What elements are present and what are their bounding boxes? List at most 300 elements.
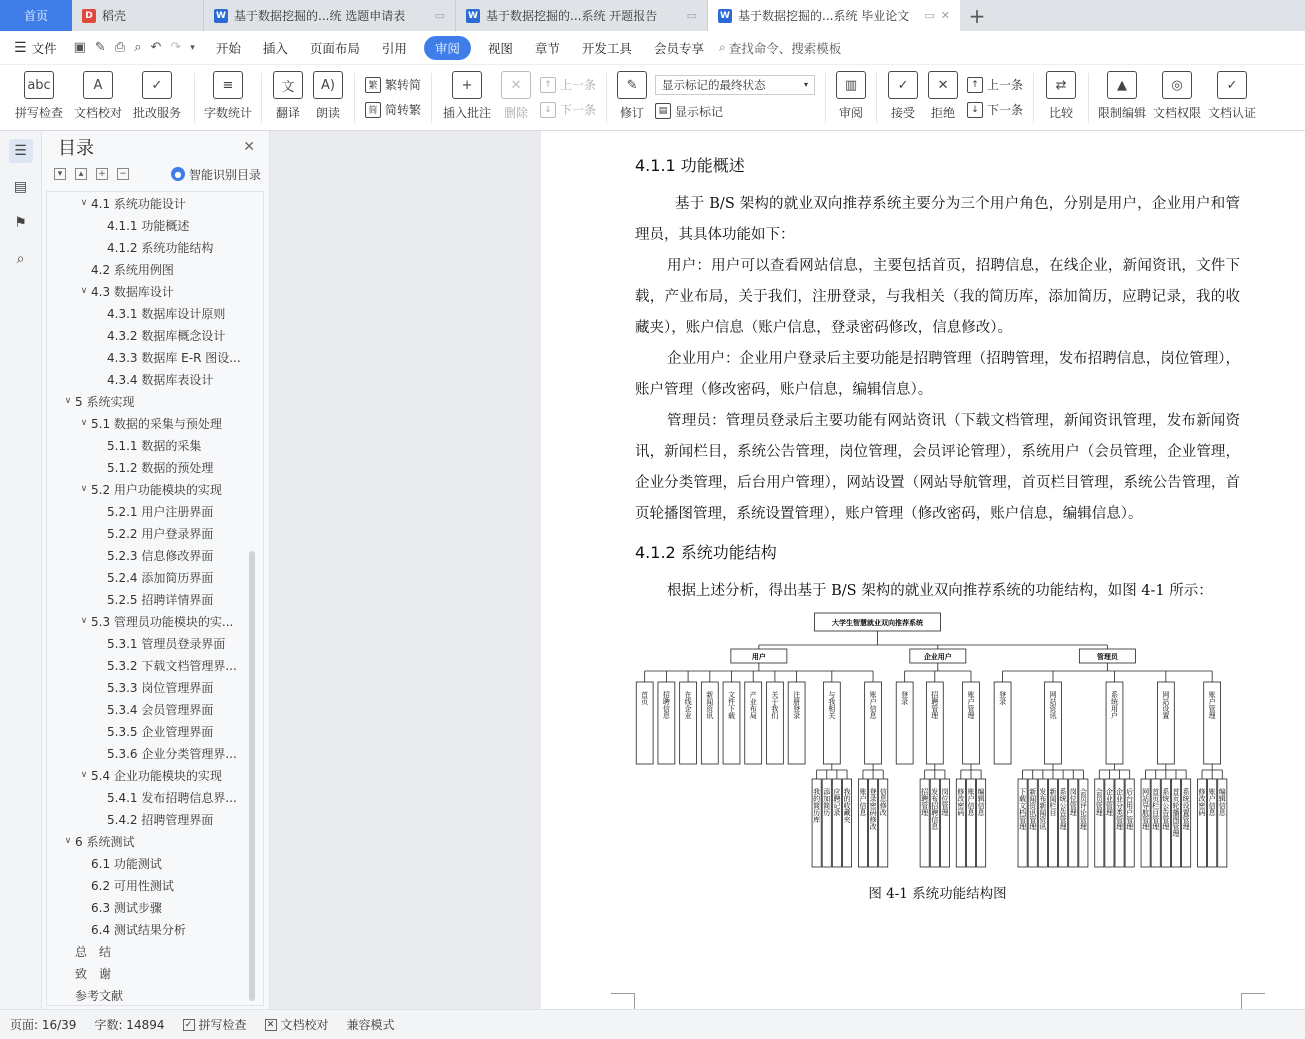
status-proof-label: 文档校对: [280, 1018, 329, 1032]
paragraph: 基于 B/S 架构的就业双向推荐系统主要分为三个用户角色，分别是用户，企业用户和管理员，其具体功能如下：: [635, 196, 1240, 243]
toc-list: [46, 191, 264, 1006]
heading-411: 4.1.1 功能概述: [635, 156, 745, 175]
word-doc-icon: W: [466, 9, 480, 23]
toc-item-label: 5.3.2 下载文档管理界...: [107, 658, 237, 673]
toc-item-label: 5.2 用户功能模块的实现: [91, 482, 222, 497]
print-icon[interactable]: ⎙: [114, 40, 126, 55]
toc-item[interactable]: [47, 390, 263, 412]
diagram-node-label: 在线企业: [684, 691, 693, 719]
toc-item[interactable]: [47, 302, 263, 324]
diagram-node-label: 登录: [998, 691, 1007, 705]
status-spell-label: 拼写检查: [198, 1018, 247, 1032]
search-icon: ⌕: [718, 40, 726, 54]
diagram-node-label: 网站设置: [1161, 691, 1170, 719]
heading-412: 4.1.2 系统功能结构: [635, 543, 777, 562]
toc-item[interactable]: [47, 984, 263, 1006]
add-heading-icon[interactable]: +: [96, 168, 108, 180]
search-icon[interactable]: ⌕: [16, 251, 25, 267]
toc-panel: [42, 131, 270, 1009]
toc-item[interactable]: [47, 280, 263, 302]
menu-member[interactable]: 会员专享: [653, 40, 704, 56]
accept-label: 接受: [891, 106, 916, 120]
toc-item[interactable]: [47, 808, 263, 830]
tab-doc-thesis[interactable]: [708, 0, 960, 31]
diagram-subnode-label: 会员评论管理: [1079, 788, 1088, 830]
toc-item-label: 5.3 管理员功能模块的实...: [91, 614, 234, 629]
bookmark-icon[interactable]: ⚑: [14, 215, 27, 231]
chevron-down-icon[interactable]: ▾: [190, 42, 195, 53]
redo-icon[interactable]: ↷: [170, 40, 182, 55]
markup-group: [651, 65, 819, 129]
diagram-subnode-label: 会员管理: [1095, 788, 1104, 816]
toc-item[interactable]: [47, 764, 263, 786]
figure-caption: 图 4-1 系统功能结构图: [868, 886, 1007, 902]
diagram-node-label: 首页: [640, 691, 649, 705]
save-icon[interactable]: ▣: [73, 40, 86, 55]
read-aloud-button[interactable]: [308, 65, 348, 129]
toc-toolbar: [42, 163, 269, 185]
batch-service-label: 批改服务: [132, 106, 181, 120]
markup-state-value: 显示标记的最终状态: [662, 77, 766, 92]
toc-item-label: 5.3.1 管理员登录界面: [107, 636, 226, 651]
chevron-down-icon[interactable]: ∨: [80, 198, 88, 208]
close-icon[interactable]: ✕: [940, 9, 950, 22]
paragraph: 根据上述分析，得出基于 B/S 架构的就业双向推荐系统的功能结构，如图 4-1 所示：: [667, 583, 1213, 599]
toc-item[interactable]: [47, 698, 263, 720]
comment-nav-group: [536, 65, 600, 129]
delete-comment-label: 删除: [504, 106, 529, 120]
diagram-node-label: 系统用户: [1110, 691, 1119, 719]
word-count-indicator[interactable]: 字数: 14894: [94, 1018, 165, 1032]
toc-item-label: 5.1.1 数据的采集: [107, 438, 202, 453]
toc-item[interactable]: [47, 434, 263, 456]
tab-bar: [0, 0, 1305, 31]
menu-layout[interactable]: 页面布局: [309, 40, 360, 56]
expand-all-icon[interactable]: ▴: [75, 168, 87, 180]
ribbon-separator: [1033, 73, 1034, 123]
word-count-button[interactable]: [201, 65, 255, 129]
diagram-node-label: 网站资讯: [1048, 691, 1057, 719]
next-comment-label: 下一条: [560, 103, 597, 117]
markup-state-select[interactable]: [655, 75, 815, 95]
diagram-subnode-label: 编辑信息: [977, 788, 986, 816]
smart-toc-button[interactable]: [171, 166, 261, 183]
batch-service-icon: ✓: [142, 71, 172, 99]
spell-check-button[interactable]: [8, 65, 70, 129]
diagram-subnode-label: 登录密码修改: [869, 788, 878, 830]
smart-toc-label: 智能识别目录: [188, 167, 261, 182]
diagram-group-label: 企业用户: [923, 653, 952, 661]
quick-access-toolbar: [74, 40, 195, 55]
diagram-node-label: 文件下载: [727, 691, 736, 719]
reject-icon: ✕: [928, 71, 958, 99]
chevron-down-icon[interactable]: ∨: [80, 770, 88, 780]
toc-item-label: 5.3.4 会员管理界面: [107, 702, 214, 717]
chevron-down-icon[interactable]: ∨: [80, 418, 88, 428]
status-proofread[interactable]: [265, 1016, 329, 1033]
toc-icon[interactable]: ☰: [9, 139, 33, 163]
diagram-subnode-label: 编辑信息: [1218, 788, 1227, 816]
toc-item-label: 4.3.1 数据库设计原则: [107, 306, 226, 321]
simp-to-trad-label: 简转繁: [385, 103, 422, 117]
tab-docer[interactable]: [72, 0, 204, 31]
toc-item[interactable]: [47, 896, 263, 918]
toc-item-label: 6 系统测试: [75, 834, 135, 849]
reject-label: 拒绝: [931, 106, 956, 120]
spell-check-label: 拼写检查: [14, 106, 63, 120]
toc-item-label: 6.3 测试步骤: [91, 900, 162, 915]
toc-item[interactable]: [47, 742, 263, 764]
diagram-node-label: 关于我们: [770, 691, 779, 719]
toc-item[interactable]: [47, 324, 263, 346]
translate-button[interactable]: [268, 65, 308, 129]
prev-change-label: 上一条: [987, 78, 1024, 92]
diagram-subnode-label: 账户信息: [858, 788, 867, 816]
document-area: [270, 131, 1305, 1009]
chinese-convert-group: [361, 65, 425, 129]
toc-item-label: 4.3.2 数据库概念设计: [107, 328, 226, 343]
tab-home[interactable]: [0, 0, 72, 31]
toc-item-label: 5.2.4 添加简历界面: [107, 570, 214, 585]
diagram-subnode-label: 系统公告管理: [1161, 788, 1170, 830]
diagram-subnode-label: 我的简历库: [812, 788, 821, 823]
trad-to-simp-label: 繁转简: [385, 78, 422, 92]
toc-item[interactable]: [47, 940, 263, 962]
diagram-subnode-label: 应聘记录: [832, 788, 841, 816]
toc-item[interactable]: [47, 918, 263, 940]
diagram-node-label: 产业布局: [749, 691, 758, 719]
prev-change-icon: ↑: [967, 77, 983, 93]
diagram-subnode-label: 下载文档管理: [1018, 788, 1027, 830]
diagram-subnode-label: 岗位管理: [1069, 788, 1078, 816]
robot-icon: ●: [171, 167, 185, 181]
show-markup-icon: ▤: [655, 103, 671, 119]
close-icon[interactable]: ✕: [243, 139, 255, 155]
page-corner-mark: [1241, 993, 1265, 1009]
word-count-label: 字数统计: [203, 106, 252, 120]
chevron-down-icon[interactable]: ∨: [80, 616, 88, 626]
show-markup-label: 显示标记: [675, 104, 724, 119]
diagram-node-label: 账户管理: [1208, 691, 1217, 719]
diagram-subnode-label: 信息修改: [879, 788, 888, 816]
simp-to-trad-button[interactable]: [365, 101, 421, 118]
doc-rights-icon: ◎: [1162, 71, 1192, 99]
menu-insert[interactable]: 插入: [262, 40, 288, 56]
toc-item-label: 6.4 测试结果分析: [91, 922, 186, 937]
toc-item[interactable]: [47, 412, 263, 434]
track-changes-button[interactable]: [613, 65, 651, 129]
toc-item-label: 5.2.2 用户登录界面: [107, 526, 214, 541]
toc-item[interactable]: [47, 852, 263, 874]
diagram-node-label: 招聘信息: [662, 691, 671, 719]
toc-item-label: 5.4.2 招聘管理界面: [107, 812, 214, 827]
read-aloud-label: 朗读: [315, 106, 340, 120]
toc-item-label: 参考文献: [75, 988, 124, 1003]
tab-label: 基于数据挖掘的...系统 开题报告: [486, 9, 658, 23]
diagram-subnode-label: 企业管理: [1105, 788, 1114, 816]
diagram-subnode-label: 我的收藏夹: [843, 788, 852, 823]
toc-item[interactable]: [47, 566, 263, 588]
toc-scrollbar[interactable]: [249, 551, 255, 1001]
diagram-subnode-label: 修改密码: [1198, 788, 1207, 816]
next-comment-button[interactable]: [540, 101, 596, 118]
menu-section[interactable]: 章节: [534, 40, 560, 56]
function-structure-diagram: [635, 611, 1240, 873]
toc-item-label: 致 谢: [75, 966, 112, 981]
toc-item-label: 5.3.3 岗位管理界面: [107, 680, 214, 695]
diagram-subnode-label: 发布新闻资讯: [1038, 788, 1047, 830]
delete-comment-button[interactable]: [496, 65, 536, 129]
ribbon-separator: [261, 73, 262, 123]
monitor-icon[interactable]: ▭: [434, 9, 445, 22]
menu-file[interactable]: 文件: [31, 40, 57, 56]
plus-icon: +: [968, 3, 986, 28]
document-page[interactable]: [541, 131, 1305, 1009]
chevron-down-icon[interactable]: ∨: [80, 286, 88, 296]
menu-references[interactable]: 引用: [381, 40, 407, 56]
toc-item[interactable]: [47, 610, 263, 632]
ribbon-separator: [431, 73, 432, 123]
page-indicator[interactable]: 页面: 16/39: [10, 1018, 77, 1032]
tab-doc-report[interactable]: [456, 0, 708, 31]
menu-home[interactable]: 开始: [215, 40, 241, 56]
menu-bar: [0, 31, 1305, 65]
ribbon-separator: [606, 73, 607, 123]
read-aloud-icon: A): [313, 71, 343, 99]
toc-item[interactable]: [47, 236, 263, 258]
prev-comment-label: 上一条: [560, 78, 597, 92]
paragraph: 管理员：管理员登录后主要功能有网站资讯（下载文档管理，新闻资讯管理，发布新闻资讯，新闻栏目，系统公告管理，岗位管理，会员评论管理），系统用户（会员管理，企业管理，企业分类管理，后台用户管理），网站设置（网站导航管理，首页栏目管理，系统公告管理，首页轮播图管理，系统设置管理），账户管理（修改密码，账户信息，编辑信息）。: [635, 413, 1240, 522]
toc-title: 目录: [58, 138, 94, 159]
chevron-down-icon: ▾: [804, 80, 809, 89]
doc-rights-label: 文档权限: [1153, 106, 1202, 120]
toc-item-label: 4.3 数据库设计: [91, 284, 174, 299]
toc-item[interactable]: [47, 676, 263, 698]
toc-item[interactable]: [47, 588, 263, 610]
diagram-subnode-label: 新闻栏目: [1048, 788, 1057, 816]
toc-item-label: 4.3.3 数据库 E-R 图设...: [107, 350, 241, 365]
toc-item[interactable]: [47, 456, 263, 478]
toc-item[interactable]: [47, 346, 263, 368]
insert-comment-button[interactable]: [438, 65, 496, 129]
status-spell-check[interactable]: [183, 1016, 247, 1033]
toc-item[interactable]: [47, 522, 263, 544]
compare-icon: ⇄: [1046, 71, 1076, 99]
chevron-down-icon[interactable]: ∨: [80, 484, 88, 494]
diagram-node-label: 招聘管理: [930, 691, 939, 719]
page-content: [635, 151, 1240, 902]
toc-header: [42, 131, 269, 163]
compat-mode: 兼容模式: [346, 1018, 395, 1032]
paragraph: 用户：用户可以查看网站信息，主要包括首页，招聘信息，在线企业，新闻资讯，文件下载，产业布局，关于我们，注册登录，与我相关（我的简历库，添加简历，应聘记录，我的收藏夹），账户信息（账户信息，登录密码修改，信息修改）。: [635, 258, 1240, 336]
tab-label: 基于数据挖掘的...统 选题申请表: [234, 9, 406, 23]
diagram-subnode-label: 系统公告管理: [1059, 788, 1068, 830]
tab-label: 稻壳: [102, 9, 127, 23]
collapse-all-icon[interactable]: ▾: [54, 168, 66, 180]
diagram-group-label: 用户: [751, 653, 766, 661]
toc-item-label: 4.1 系统功能设计: [91, 196, 186, 211]
toc-item-label: 4.2 系统用例图: [91, 262, 174, 277]
toc-item-label: 5.1 数据的采集与预处理: [91, 416, 222, 431]
diagram-subnode-label: 后台用户管理: [1125, 788, 1134, 830]
compare-button[interactable]: [1040, 65, 1082, 129]
accept-icon: ✓: [888, 71, 918, 99]
page-corner-mark: [611, 993, 635, 1009]
restrict-edit-label: 限制编辑: [1098, 106, 1147, 120]
toc-item-label: 5.4 企业功能模块的实现: [91, 768, 222, 783]
paragraph: 企业用户：企业用户登录后主要功能是招聘管理（招聘管理，发布招聘信息，岗位管理），账户管理（修改密码，账户信息，编辑信息）。: [635, 351, 1240, 398]
shield-icon: ✓: [1217, 71, 1247, 99]
doc-cert-button[interactable]: [1205, 65, 1259, 129]
translate-label: 翻译: [275, 106, 300, 120]
next-change-icon: ↓: [967, 102, 983, 118]
toc-item-label: 5.2.3 信息修改界面: [107, 548, 214, 563]
toc-item[interactable]: [47, 962, 263, 984]
toc-item-label: 5.2.1 用户注册界面: [107, 504, 214, 519]
diagram-subnode-label: 账户信息: [966, 788, 975, 816]
reject-button[interactable]: [923, 65, 963, 129]
proofread-icon: A: [83, 71, 113, 99]
print-preview-icon[interactable]: ⌕: [134, 40, 142, 55]
tab-doc-proposal[interactable]: [204, 0, 456, 31]
undo-icon[interactable]: ↶: [150, 40, 162, 55]
toc-item[interactable]: [47, 368, 263, 390]
toc-item-label: 5.2.5 招聘详情界面: [107, 592, 214, 607]
toc-item-label: 6.1 功能测试: [91, 856, 162, 871]
menu-developer[interactable]: 开发工具: [581, 40, 632, 56]
toc-item[interactable]: [47, 874, 263, 896]
status-bar: [0, 1009, 1305, 1039]
restrict-edit-button[interactable]: [1095, 65, 1149, 129]
toc-item[interactable]: [47, 500, 263, 522]
diagram-subnode-label: 首页轮播图管理: [1171, 788, 1180, 837]
trad-to-simp-button[interactable]: [365, 76, 421, 93]
toc-item[interactable]: [47, 654, 263, 676]
checkbox-icon: ✓: [183, 1019, 195, 1031]
accept-button[interactable]: [883, 65, 923, 129]
menu-view[interactable]: 视图: [487, 40, 513, 56]
diagram-subnode-label: 岗位管理: [940, 788, 949, 816]
review-pane-icon: ▥: [836, 71, 866, 99]
toc-item-label: 5.3.5 企业管理界面: [107, 724, 214, 739]
chevron-down-icon[interactable]: ∨: [64, 836, 72, 846]
delete-comment-icon: ✕: [501, 71, 531, 99]
toc-item-label: 6.2 可用性测试: [91, 878, 174, 893]
menu-review[interactable]: 审阅: [424, 36, 471, 60]
word-count-icon: ≡: [213, 71, 243, 99]
ribbon-separator: [354, 73, 355, 123]
toc-item[interactable]: [47, 258, 263, 280]
ribbon-separator: [876, 73, 877, 123]
doc-rights-button[interactable]: [1149, 65, 1205, 129]
toc-item-label: 5 系统实现: [75, 394, 135, 409]
diagram-subnode-label: 企业分类管理: [1115, 788, 1124, 830]
toc-item[interactable]: [47, 192, 263, 214]
compare-label: 比较: [1049, 106, 1074, 120]
simp-trad-icon: 简: [365, 102, 381, 118]
proofread-label: 文档校对: [73, 106, 122, 120]
monitor-icon[interactable]: ▭: [924, 9, 935, 22]
hamburger-icon[interactable]: ☰: [14, 39, 27, 56]
track-changes-label: 修订: [620, 106, 645, 120]
toc-item[interactable]: [47, 214, 263, 236]
spell-check-icon: abc: [24, 71, 54, 99]
diagram-node-label: 登录: [900, 691, 909, 705]
diagram-node-label: 注册登录: [792, 691, 801, 719]
diagram-subnode-label: 修改密码: [956, 788, 965, 816]
next-change-button[interactable]: [967, 101, 1023, 118]
prev-change-button[interactable]: [967, 76, 1023, 93]
review-pane-button[interactable]: [832, 65, 870, 129]
diagram-subnode-label: 网站导航管理: [1141, 788, 1150, 830]
toc-item-label: 4.1.1 功能概述: [107, 218, 190, 233]
word-doc-icon: W: [718, 9, 732, 23]
translate-icon: 文: [273, 71, 303, 99]
next-change-label: 下一条: [987, 103, 1024, 117]
diagram-subnode-label: 首页栏目管理: [1151, 788, 1160, 830]
command-search[interactable]: 查找命令、搜索模板: [728, 40, 842, 56]
diagram-node-label: 账户管理: [966, 691, 975, 719]
chevron-down-icon[interactable]: ∨: [64, 396, 72, 406]
show-markup-button[interactable]: [655, 103, 815, 120]
toc-item[interactable]: [47, 478, 263, 500]
prev-comment-icon: ↑: [540, 77, 556, 93]
toc-item[interactable]: [47, 786, 263, 808]
remove-heading-icon[interactable]: −: [117, 168, 129, 180]
review-pane-label: 审阅: [839, 106, 864, 120]
navigation-strip: [0, 131, 42, 1009]
diagram-node-label: 账户信息: [869, 691, 878, 719]
new-tab-button[interactable]: [960, 0, 994, 31]
diagram-root-label: 大学生智慧就业双向推荐系统: [832, 619, 923, 627]
format-painter-icon[interactable]: ✎: [94, 40, 106, 55]
diagram-subnode-label: 系统设置管理: [1182, 788, 1191, 830]
docer-icon: D: [82, 9, 96, 23]
insert-comment-label: 插入批注: [443, 106, 492, 120]
prev-comment-button[interactable]: [540, 76, 596, 93]
diagram-subnode-label: 账户信息: [1208, 788, 1217, 816]
monitor-icon[interactable]: ▭: [686, 9, 697, 22]
toc-item[interactable]: [47, 720, 263, 742]
toc-item[interactable]: [47, 632, 263, 654]
toc-item[interactable]: [47, 544, 263, 566]
toc-item-label: 5.3.6 企业分类管理界...: [107, 746, 237, 761]
chapter-icon[interactable]: ▤: [13, 179, 28, 195]
tab-label: 首页: [23, 9, 48, 23]
toc-item-label: 5.4.1 发布招聘信息界...: [107, 790, 237, 805]
doc-cert-label: 文档认证: [1208, 106, 1257, 120]
lock-icon: ▲: [1107, 71, 1137, 99]
next-comment-icon: ↓: [540, 102, 556, 118]
diagram-subnode-label: 添加简历: [822, 788, 831, 816]
word-doc-icon: W: [214, 9, 228, 23]
tab-label: 基于数据挖掘的...系统 毕业论文: [738, 9, 910, 23]
diagram-subnode-label: 发布招聘信息: [930, 788, 939, 830]
track-changes-icon: ✎: [617, 71, 647, 99]
proofread-button[interactable]: [70, 65, 126, 129]
diagram-node-label: 与我相关: [827, 691, 836, 719]
toc-item-label: 4.3.4 数据库表设计: [107, 372, 214, 387]
diagram-subnode-label: 新闻资讯管理: [1028, 788, 1037, 830]
checkbox-icon: ✕: [265, 1019, 277, 1031]
diagram-subnode-label: 招聘管理: [920, 788, 929, 816]
ribbon-separator: [194, 73, 195, 123]
change-nav-group: [963, 65, 1027, 129]
toc-item[interactable]: [47, 830, 263, 852]
batch-service-button[interactable]: [126, 65, 188, 129]
ribbon-separator: [1088, 73, 1089, 123]
review-ribbon: [0, 65, 1305, 131]
